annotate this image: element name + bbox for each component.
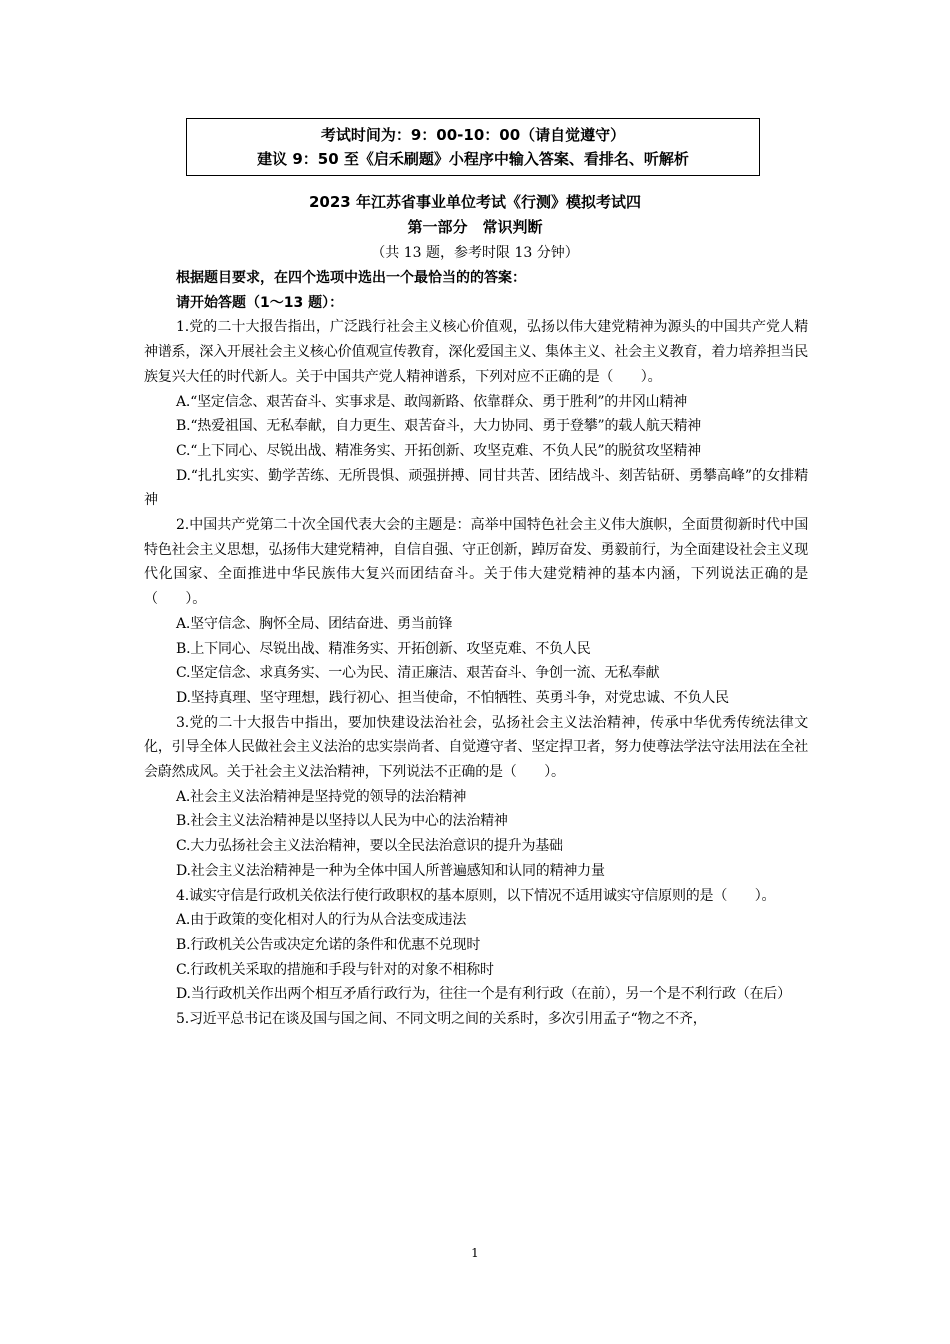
question-content	[144, 266, 808, 1032]
question-stem: 2.中国共产党第二十次全国代表大会的主题是：高举中国特色社会主义伟大旗帜，全面贯彻新时代中国特色社会主义思想，弘扬伟大建党精神，自信自强、守正创新，踔厉奋发、勇毅前行，为全面建设社会主义现代化国家、全面推进中华民族伟大复兴而团结奋斗。关于伟大建党精神的基本内涵，下列说法正确的是（ ）。	[144, 517, 808, 608]
answer-suggestion-notice: 建议 9：50 至《启禾刷题》小程序中输入答案、看排名、听解析	[257, 150, 689, 168]
section-meta: （共 13 题，参考时限 13 分钟）	[371, 245, 579, 261]
option-b: B.“热爱祖国、无私奉献，自力更生、艰苦奋斗，大力协同、勇于登攀”的载人航天精神	[176, 418, 702, 435]
option-b: B.社会主义法治精神是以坚持以人民为中心的法治精神	[176, 813, 508, 830]
option-a: A.社会主义法治精神是坚持党的领导的法治精神	[176, 788, 467, 805]
question-2	[144, 513, 808, 711]
option-d: D.“扎扎实实、勤学苦练、无所畏惧、顽强拼搏、同甘共苦、团结战斗、刻苦钻研、勇攀高峰”的女排精神	[144, 467, 808, 509]
option-c: C.行政机关采取的措施和手段与针对的对象不相称时	[176, 961, 494, 978]
option-a: A.坚守信念、胸怀全局、团结奋进、勇当前锋	[176, 615, 453, 632]
question-4	[144, 884, 808, 1008]
start-answering-text: 请开始答题（1～13 题）：	[176, 294, 344, 311]
section-title: 第一部分 常识判断	[407, 218, 543, 236]
question-stem: 4.诚实守信是行政机关依法行使行政职权的基本原则，以下情况不适用诚实守信原则的是（ ）。	[176, 887, 776, 904]
option-b: B.上下同心、尽锐出战、精准务实、开拓创新、攻坚克难、不负人民	[176, 640, 591, 657]
question-stem: 1.党的二十大报告指出，广泛践行社会主义核心价值观，弘扬以伟大建党精神为源头的中国共产党人精神谱系，深入开展社会主义核心价值观宣传教育，深化爱国主义、集体主义、社会主义教育，着力培养担当民族复兴大任的时代新人。关于中国共产党人精神谱系，下列对应不正确的是（ ）。	[144, 319, 808, 385]
exam-time-notice: 考试时间为：9：00-10：00（请自觉遵守）	[320, 126, 626, 144]
option-a: A.“坚定信念、艰苦奋斗、实事求是、敢闯新路、依靠群众、勇于胜利”的井冈山精神	[176, 393, 688, 410]
option-c: C.坚定信念、求真务实、一心为民、清正廉洁、艰苦奋斗、争创一流、无私奉献	[176, 665, 660, 682]
option-c: C.大力弘扬社会主义法治精神，要以全民法治意识的提升为基础	[176, 838, 563, 855]
question-stem: 5.习近平总书记在谈及国与国之间、不同文明之间的关系时，多次引用孟子“物之不齐，	[176, 1011, 707, 1028]
option-a: A.由于政策的变化相对人的行为从合法变成违法	[176, 912, 467, 929]
exam-notice-box	[186, 118, 760, 176]
instruction-text: 根据题目要求，在四个选项中选出一个最恰当的的答案：	[176, 270, 526, 286]
page-number: 1	[471, 1246, 479, 1260]
option-d: D.当行政机关作出两个相互矛盾行政行为，往往一个是有利行政（在前），另一个是不利行政（在后）	[176, 986, 791, 1003]
question-3	[144, 711, 808, 884]
question-5	[144, 1007, 808, 1032]
option-b: B.行政机关公告或决定允诺的条件和优惠不兑现时	[176, 936, 481, 953]
option-d: D.社会主义法治精神是一种为全体中国人所普遍感知和认同的精神力量	[176, 862, 605, 879]
question-stem: 3.党的二十大报告中指出，要加快建设法治社会，弘扬社会主义法治精神，传承中华优秀传统法律文化，引导全体人民做社会主义法治的忠实崇尚者、自觉遵守者、坚定捍卫者，努力使尊法学法守法用法在全社会蔚然成风。关于社会主义法治精神，下列说法不正确的是（ ）。	[144, 714, 808, 781]
exam-title: 2023 年江苏省事业单位考试《行测》模拟考试四	[309, 193, 641, 211]
question-1	[144, 315, 808, 513]
option-d: D.坚持真理、坚守理想，践行初心、担当使命，不怕牺牲、英勇斗争，对党忠诚、不负人民	[176, 689, 729, 706]
option-c: C.“上下同心、尽锐出战、精准务实、开拓创新、攻坚克难、不负人民”的脱贫攻坚精神	[176, 442, 701, 459]
